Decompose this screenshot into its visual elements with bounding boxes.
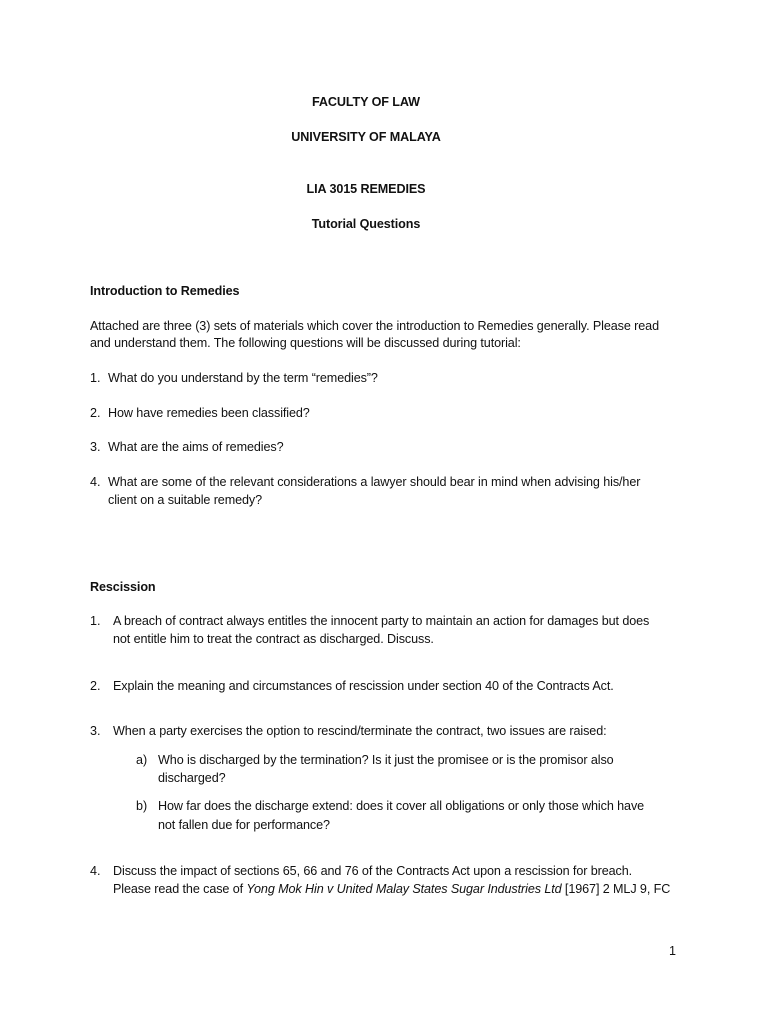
intro-heading: Introduction to Remedies xyxy=(90,284,240,298)
list-number: 1. xyxy=(90,614,101,628)
intro-question: How have remedies been classified? xyxy=(108,406,310,420)
sub-list-letter: b) xyxy=(136,799,148,813)
page-number: 1 xyxy=(669,944,677,958)
list-number: 3. xyxy=(90,440,101,454)
rescission-question-continued xyxy=(113,881,670,897)
rescission-sub-question: How far does the discharge extend: does it cover all obligations or only those which have xyxy=(158,799,645,813)
case-reference-prefix: Please read the case of xyxy=(113,882,247,896)
rescission-question-continued: not entitle him to treat the contract as discharged. Discuss. xyxy=(113,632,434,646)
intro-paragraph-line: and understand them. The following questions will be discussed during tutorial: xyxy=(90,336,521,350)
university-title: UNIVERSITY OF MALAYA xyxy=(291,130,441,144)
list-number: 1. xyxy=(90,371,101,385)
sub-list-letter: a) xyxy=(136,753,148,767)
rescission-question: A breach of contract always entitles the innocent party to maintain an action for damages but does xyxy=(113,614,650,628)
rescission-question: Discuss the impact of sections 65, 66 and 76 of the Contracts Act upon a rescission for breach. xyxy=(113,864,633,878)
intro-question: What are the aims of remedies? xyxy=(108,440,284,454)
rescission-sub-question-continued: not fallen due for performance? xyxy=(158,818,330,832)
intro-question: What are some of the relevant considerations a lawyer should bear in mind when advising his/her xyxy=(108,475,641,489)
rescission-question: When a party exercises the option to rescind/terminate the contract, two issues are raised: xyxy=(113,724,607,738)
intro-paragraph-line: Attached are three (3) sets of materials which cover the introduction to Remedies generally. Please read xyxy=(90,319,659,333)
intro-question: What do you understand by the term “remedies”? xyxy=(108,371,378,385)
list-number: 3. xyxy=(90,724,101,738)
course-title: LIA 3015 REMEDIES xyxy=(306,182,426,196)
rescission-question: Explain the meaning and circumstances of rescission under section 40 of the Contracts Act. xyxy=(113,679,614,693)
rescission-heading: Rescission xyxy=(90,580,156,594)
rescission-sub-question-continued: discharged? xyxy=(158,771,226,785)
list-number: 2. xyxy=(90,679,101,693)
case-citation: [1967] 2 MLJ 9, FC xyxy=(561,882,671,896)
faculty-title: FACULTY OF LAW xyxy=(312,95,420,109)
rescission-sub-question: Who is discharged by the termination? Is it just the promisee or is the promisor also xyxy=(158,753,614,767)
list-number: 4. xyxy=(90,475,101,489)
intro-question-continued: client on a suitable remedy? xyxy=(108,493,263,507)
list-number: 2. xyxy=(90,406,101,420)
document-type-title: Tutorial Questions xyxy=(311,217,421,231)
list-number: 4. xyxy=(90,864,101,878)
case-name: Yong Mok Hin v United Malay States Sugar Industries Ltd xyxy=(246,882,562,896)
